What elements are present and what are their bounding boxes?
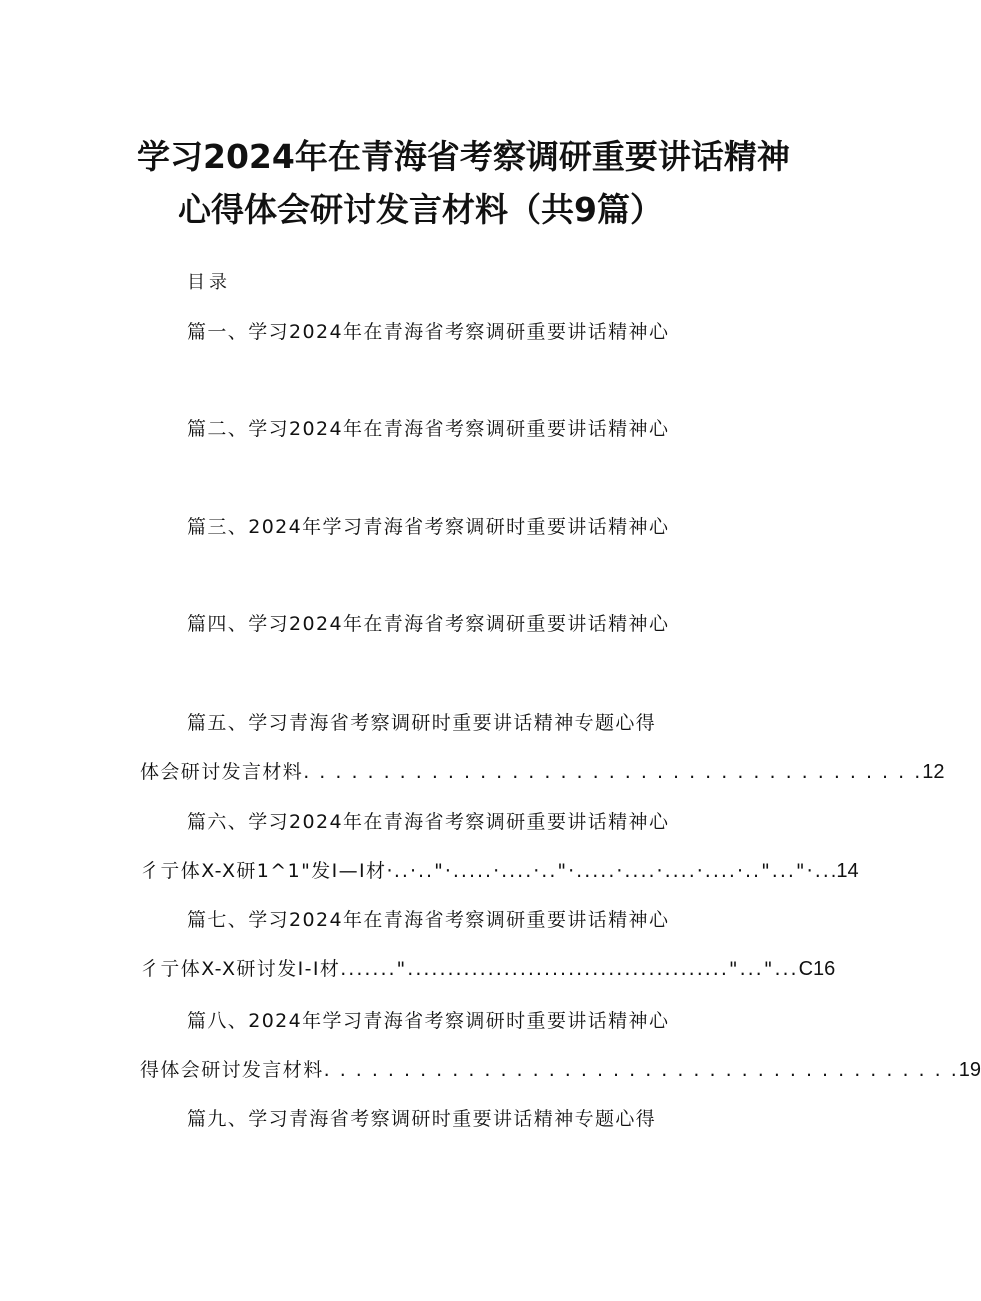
toc-entry-5[interactable]: 篇五、学习青海省考察调研时重要讲话精神专题心得 xyxy=(187,712,657,734)
toc-entry-8-page-number: 19 xyxy=(958,1059,981,1081)
toc-entry-9[interactable]: 篇九、学习青海省考察调研时重要讲话精神专题心得 xyxy=(187,1108,657,1130)
toc-entry-6-continuation-text: 彳亍体X-X研1^1"发I—I材· xyxy=(140,860,394,882)
toc-entry-3[interactable]: 篇三、2024年学习青海省考察调研时重要讲话精神心 xyxy=(187,516,670,538)
toc-entry-5-page-number: 12 xyxy=(922,761,945,783)
document-title-line-1: 学习2024年在青海省考察调研重要讲话精神 xyxy=(137,137,790,176)
toc-entry-1[interactable]: 篇一、学习2024年在青海省考察调研重要讲话精神心 xyxy=(187,321,670,343)
toc-entry-8-continuation-text: 得体会研讨发言材料 xyxy=(140,1059,324,1081)
toc-entry-6-page-number: .14 xyxy=(830,860,859,882)
toc-entry-6-continuation[interactable] xyxy=(140,859,859,883)
toc-label: 目录 xyxy=(187,272,231,293)
toc-entry-8-continuation[interactable] xyxy=(140,1058,981,1082)
toc-entry-7[interactable]: 篇七、学习2024年在青海省考察调研重要讲话精神心 xyxy=(187,909,670,931)
toc-entry-5-leader-dots: . . . . . . . . . . . . . . . . . . . . . . . . . . . . . . . . . . . . . . . xyxy=(303,761,923,783)
toc-entry-7-continuation[interactable] xyxy=(140,957,836,981)
document-title-line-2: 心得体会研讨发言材料（共9篇） xyxy=(178,190,663,229)
toc-entry-8[interactable]: 篇八、2024年学习青海省考察调研时重要讲话精神心 xyxy=(187,1010,670,1032)
toc-entry-7-continuation-text: 彳亍体X-X研讨发I-I材 xyxy=(140,958,341,980)
toc-entry-4[interactable]: 篇四、学习2024年在青海省考察调研重要讲话精神心 xyxy=(187,613,670,635)
toc-entry-2[interactable]: 篇二、学习2024年在青海省考察调研重要讲话精神心 xyxy=(187,418,670,440)
toc-entry-7-page-number: C16 xyxy=(798,958,836,980)
toc-entry-7-leader-dots: ......."........................................"..."... xyxy=(340,958,799,980)
toc-entry-6[interactable]: 篇六、学习2024年在青海省考察调研重要讲话精神心 xyxy=(187,811,670,833)
toc-entry-6-leader-dots: ..·.."·.....·....·.."·.....·....·....·....·.."..."·.. xyxy=(393,860,831,882)
toc-entry-8-leader-dots: . . . . . . . . . . . . . . . . . . . . . . . . . . . . . . . . . . . . . . . . xyxy=(323,1059,959,1081)
toc-entry-5-continuation[interactable] xyxy=(140,760,945,784)
toc-entry-5-continuation-text: 体会研讨发言材料 xyxy=(140,761,304,783)
